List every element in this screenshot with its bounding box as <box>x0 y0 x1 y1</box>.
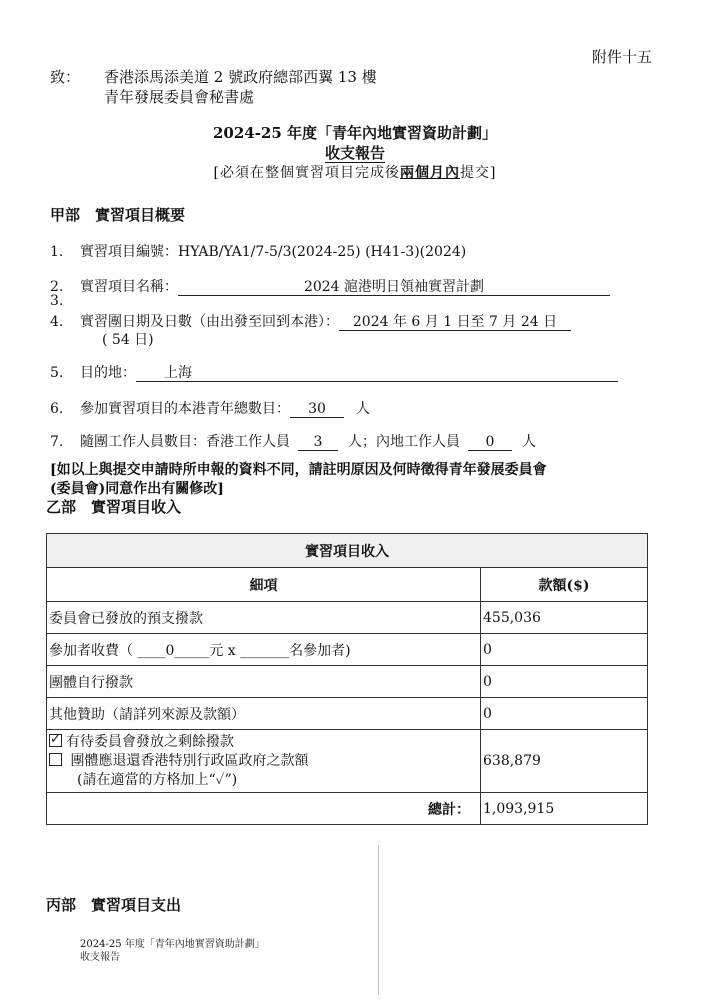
item-5: 5. 目的地： 上海 <box>50 362 618 382</box>
table-row <box>47 634 648 666</box>
scan-artifact-line <box>378 845 379 995</box>
submission-note: [必須在整個實習項目完成後兩個月內提交] <box>213 165 497 181</box>
row-amount: 0 <box>481 698 648 730</box>
part-a-heading: 甲部 實習項目概要 <box>50 206 186 224</box>
hk-staff-count: 3 <box>298 434 338 451</box>
remaining-option-2: 團體應退還香港特別行政區政府之款額 <box>49 752 478 771</box>
row-item: 參加者收費（ ____0_____元 x _______名參加者) <box>47 634 481 666</box>
table-row-total <box>47 793 648 825</box>
row-amount: 0 <box>481 634 648 666</box>
tick-instruction: (請在適當的方格加上“✓”) <box>77 771 238 788</box>
to-label: 致： <box>50 68 81 86</box>
trip-dates: 2024 年 6 月 1 日至 7 月 24 日 <box>339 314 571 331</box>
income-table <box>46 533 648 825</box>
table-row <box>47 602 648 634</box>
youth-count: 30 <box>290 401 344 418</box>
project-name: 2024 滬港明日領袖實習計劃 <box>178 279 610 296</box>
row-item: 委員會已發放的預支撥款 <box>47 602 481 634</box>
notice-line-2: (委員會)同意作出有關修改] <box>50 481 224 497</box>
report-subtitle: 收支報告 <box>324 144 385 162</box>
table-row <box>47 666 648 698</box>
part-b-heading: 乙部 實習項目收入 <box>46 498 182 516</box>
item-4: 4. 實習團日期及日數（由出發至回到本港）： 2024 年 6 月 1 日至 7 月 24 日 <box>50 311 571 331</box>
column-header-amount: 款額($) <box>481 568 648 602</box>
destination: 上海 <box>136 365 618 382</box>
mainland-staff-count: 0 <box>468 434 512 451</box>
item-3: 3. <box>50 293 64 309</box>
footer-line-1: 2024-25 年度「青年內地實習資助計劃」 <box>80 939 265 950</box>
deadline-emphasis: 兩個月內 <box>400 165 460 181</box>
checkbox-unchecked[interactable] <box>49 753 62 766</box>
part-c-heading: 丙部 實習項目支出 <box>46 896 182 914</box>
address-line-1: 香港添馬添美道 2 號政府總部西翼 13 樓 <box>104 68 377 86</box>
project-code: HYAB/YA1/7-5/3(2024-25) (H41-3)(2024) <box>178 244 467 260</box>
annex-label: 附件十五 <box>592 48 653 66</box>
footer-line-2: 收支報告 <box>80 952 120 963</box>
item-7: 7. 隨團工作人員數目：香港工作人員 3 人；內地工作人員 0 人 <box>50 434 536 450</box>
total-amount: 1,093,915 <box>481 793 648 825</box>
row-amount: 455,036 <box>481 602 648 634</box>
notice-line-1: [如以上與提交申請時所申報的資料不同，請註明原因及何時徵得青年發展委員會 <box>50 462 547 478</box>
column-header-item: 細項 <box>47 568 481 602</box>
item-2: 2. 實習項目名稱： 2024 滬港明日領袖實習計劃 <box>50 276 610 296</box>
checkbox-checked[interactable] <box>49 734 62 747</box>
income-table-title: 實習項目收入 <box>47 534 648 568</box>
table-row <box>47 698 648 730</box>
address-line-2: 青年發展委員會秘書處 <box>104 88 255 106</box>
report-title: 2024-25 年度「青年內地實習資助計劃」 <box>212 124 498 142</box>
remaining-option-1: ✓有待委員會發放之剩餘撥款 <box>49 733 478 752</box>
item-1: 1. 實習項目編號：HYAB/YA1/7-5/3(2024-25) (H41-3)(2024) <box>50 244 467 260</box>
total-label: 總計： <box>47 793 481 825</box>
trip-days: ( 54 日) <box>102 332 154 348</box>
remaining-amount: 638,879 <box>481 730 648 793</box>
row-amount: 0 <box>481 666 648 698</box>
row-item: 其他贊助（請詳列來源及款額） <box>47 698 481 730</box>
table-row-remaining <box>47 730 648 793</box>
item-6: 6. 參加實習項目的本港青年總數目： 30 人 <box>50 401 370 417</box>
row-item: 團體自行撥款 <box>47 666 481 698</box>
